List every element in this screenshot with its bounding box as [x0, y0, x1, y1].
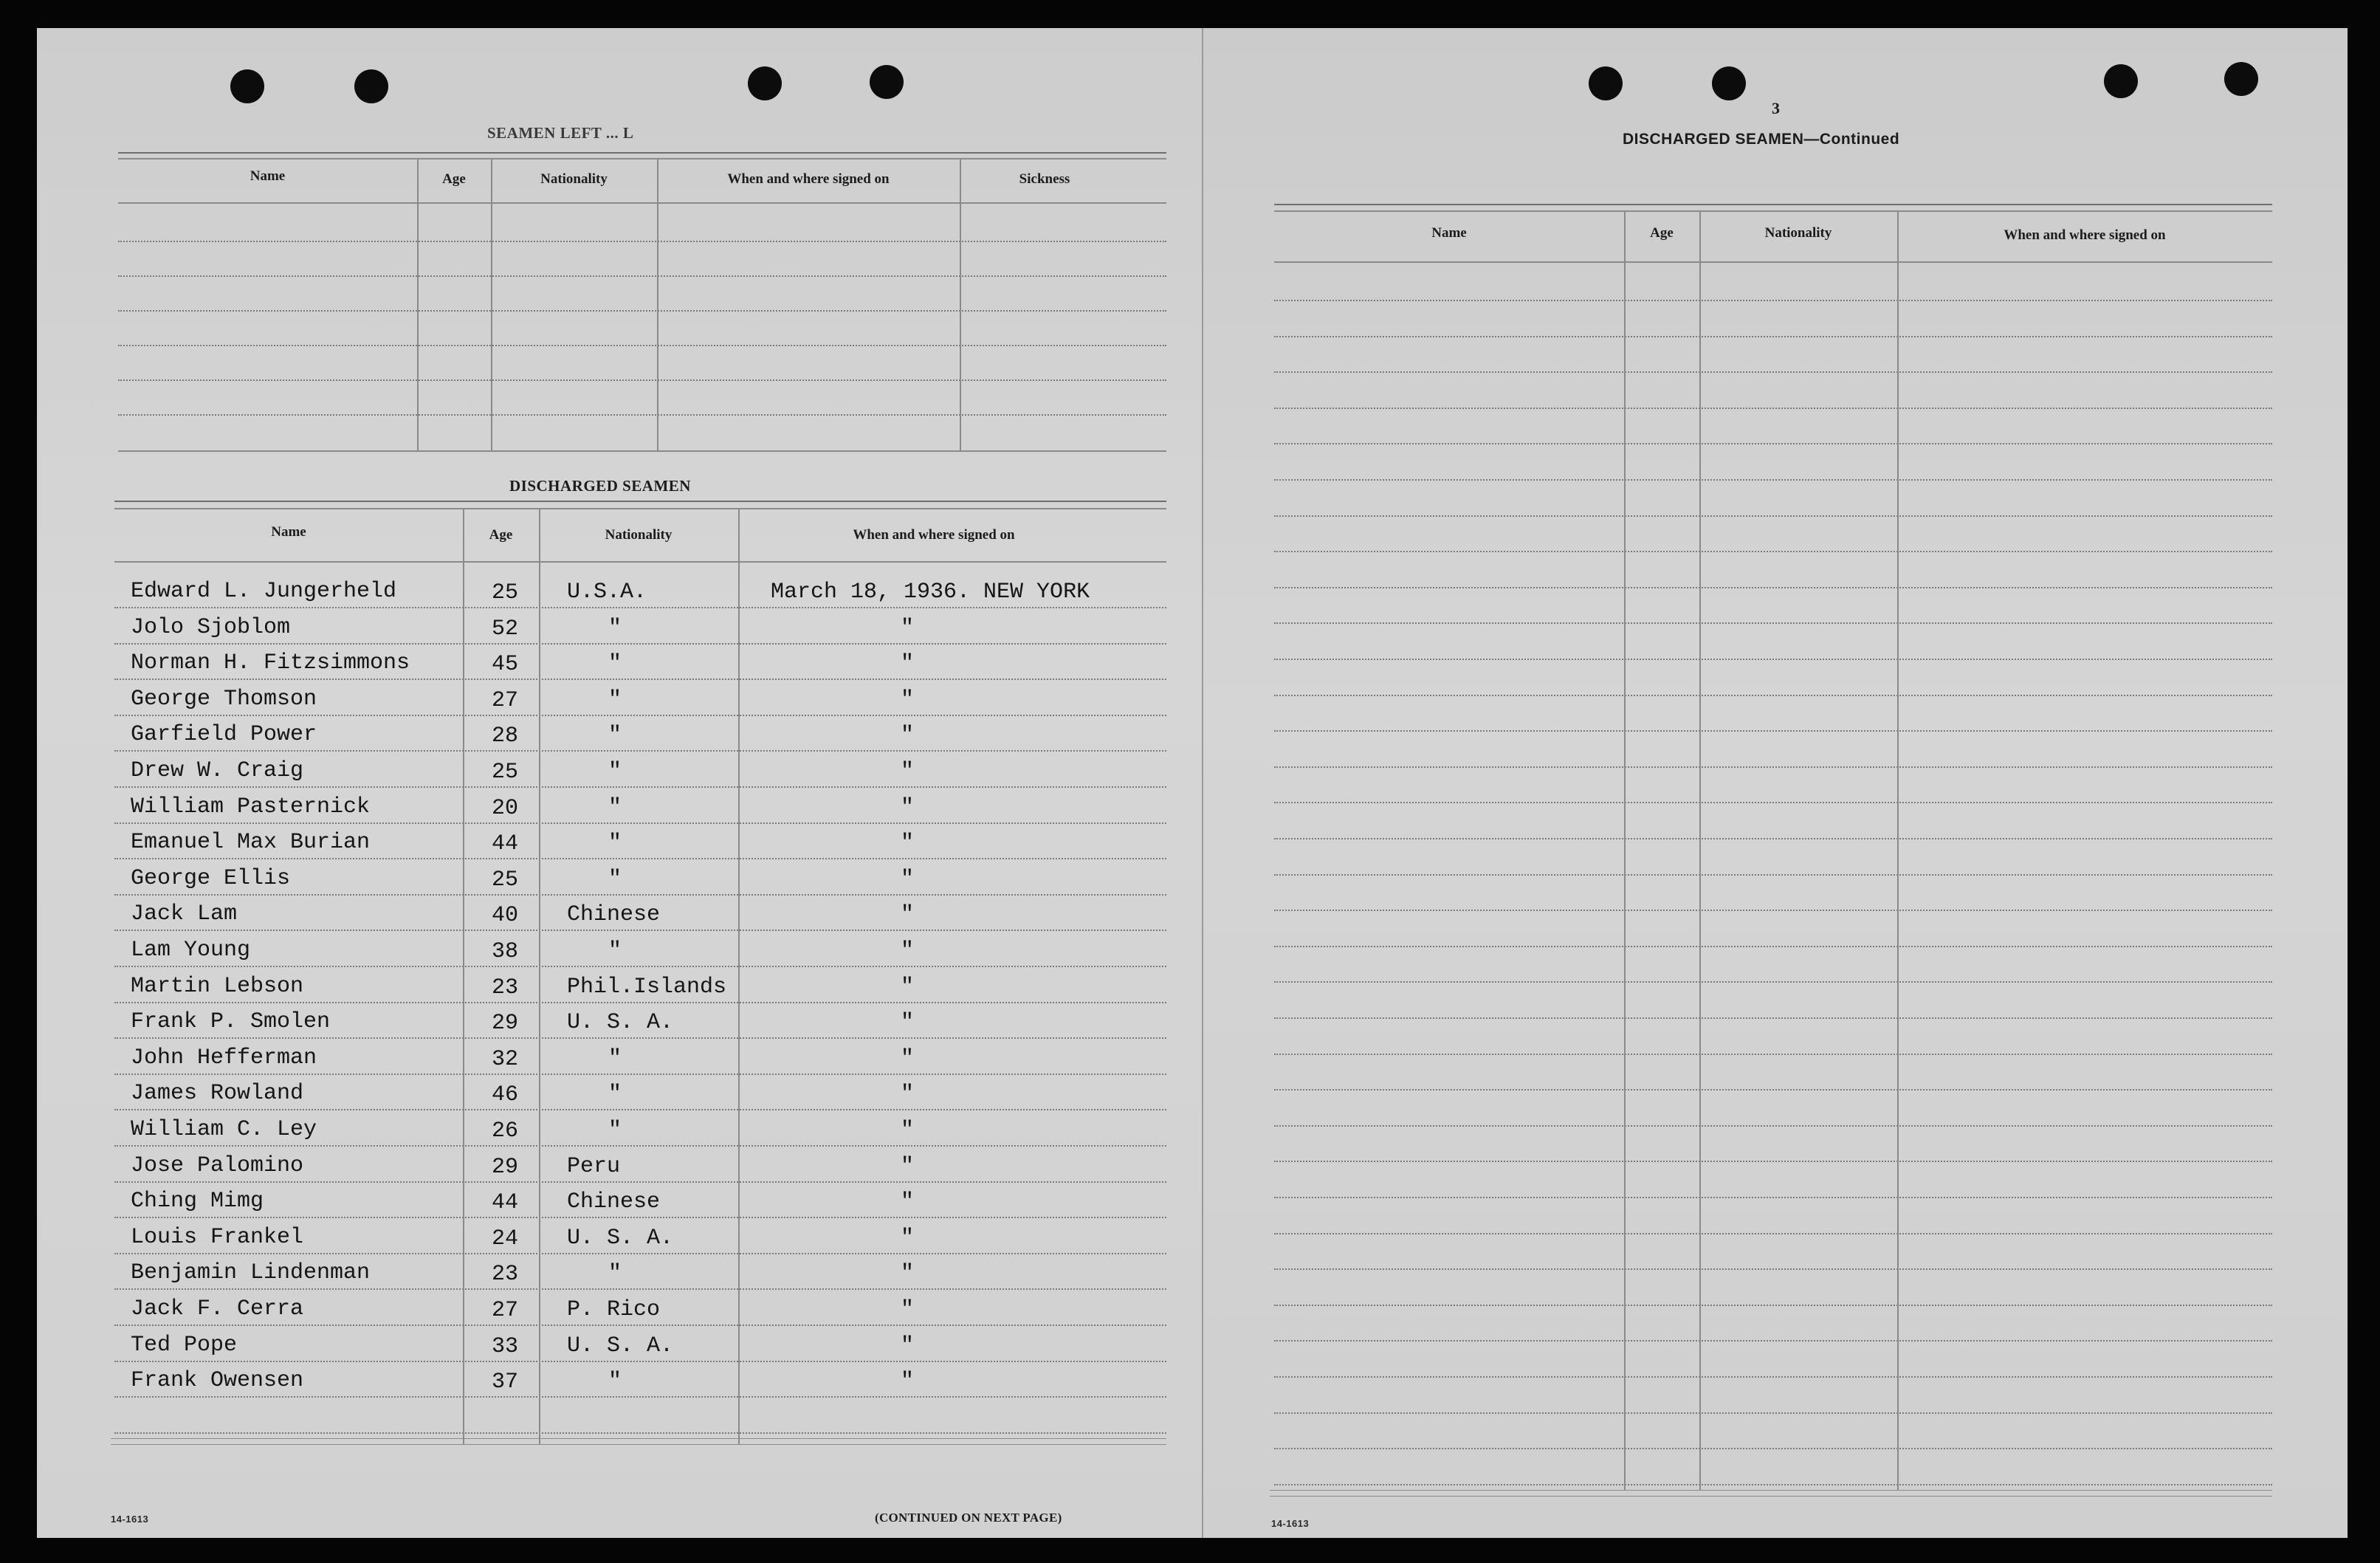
seaman-name: John Hefferman [131, 1045, 317, 1071]
seaman-signed-on: " [901, 651, 915, 677]
punch-hole [2224, 62, 2258, 96]
seaman-nationality: " [608, 866, 622, 892]
row-line [114, 858, 1166, 859]
seaman-age: 29 [492, 1011, 519, 1037]
table-row [37, 1328, 1166, 1364]
seaman-age: 27 [492, 1298, 519, 1323]
seaman-age: 23 [492, 1262, 519, 1288]
form-number: 14-1613 [1271, 1518, 1310, 1529]
table-row [37, 933, 1166, 969]
column-divider [491, 159, 492, 451]
column-header: Age [1650, 225, 1674, 241]
seaman-nationality: " [608, 651, 622, 677]
column-divider [417, 159, 419, 451]
table-row [37, 754, 1166, 790]
rule [1270, 1496, 2272, 1497]
empty-row-line [1274, 1340, 2272, 1342]
rule [1274, 210, 2272, 212]
column-header: When and where signed on [727, 171, 890, 187]
seaman-signed-on: " [901, 1261, 915, 1287]
column-divider [539, 509, 540, 1444]
punch-hole [1712, 66, 1746, 100]
seaman-nationality: " [608, 794, 622, 820]
seaman-name: Jack F. Cerra [131, 1296, 304, 1322]
empty-row-line [1274, 1017, 2272, 1019]
table-row [37, 718, 1166, 754]
table-row [37, 790, 1166, 826]
punch-hole [354, 69, 388, 103]
empty-row-line [1274, 802, 2272, 803]
empty-row-line [1274, 1161, 2272, 1162]
seaman-name: Jolo Sjoblom [131, 614, 291, 640]
seaman-nationality: Chinese [567, 902, 661, 928]
seaman-age: 44 [492, 1190, 519, 1216]
seaman-name: Lam Young [131, 938, 251, 963]
seaman-signed-on: " [901, 1189, 915, 1215]
rule [118, 152, 1166, 154]
punch-hole [870, 65, 904, 99]
empty-row-line [1274, 1448, 2272, 1449]
rule [111, 1444, 1166, 1446]
row-line [114, 822, 1166, 824]
table-row [37, 1364, 1166, 1400]
seaman-age: 32 [492, 1046, 519, 1072]
row-line [114, 1074, 1166, 1075]
seaman-nationality: " [608, 759, 622, 784]
seaman-signed-on: " [901, 1297, 915, 1322]
column-divider [1699, 212, 1701, 1490]
seaman-name: Benjamin Lindenman [131, 1260, 371, 1286]
table-row [37, 1220, 1166, 1257]
column-header: Nationality [605, 527, 673, 543]
empty-row-line [1274, 408, 2272, 409]
row-line [114, 1253, 1166, 1254]
empty-row-line [1274, 981, 2272, 983]
continued-note: (CONTINUED ON NEXT PAGE) [875, 1511, 1062, 1525]
seaman-signed-on: " [901, 1153, 915, 1179]
seaman-nationality: Peru [567, 1153, 621, 1179]
seaman-signed-on: " [901, 902, 915, 928]
seaman-signed-on: " [901, 866, 915, 892]
seaman-age: 44 [492, 831, 519, 857]
seaman-signed-on: " [901, 1010, 915, 1036]
seaman-nationality: Phil.Islands [567, 974, 727, 1000]
seaman-nationality: " [608, 1045, 622, 1071]
seaman-age: 45 [492, 652, 519, 678]
table-row [37, 862, 1166, 898]
column-header: Name [271, 524, 306, 540]
rule [114, 508, 1166, 509]
row-line [114, 679, 1166, 680]
seaman-name: Edward L. Jungerheld [131, 579, 397, 604]
row-line [114, 1288, 1166, 1290]
punch-hole [748, 66, 782, 100]
empty-row-line [1274, 1197, 2272, 1198]
table-row [37, 1076, 1166, 1113]
seaman-name: Louis Frankel [131, 1224, 304, 1250]
row-line [114, 1217, 1166, 1218]
seaman-signed-on: " [901, 1369, 915, 1395]
seaman-name: Garfield Power [131, 722, 317, 748]
seaman-name: Jose Palomino [131, 1153, 304, 1178]
rule [118, 158, 1166, 159]
seaman-signed-on: March 18, 1936. NEW YORK [771, 580, 1090, 605]
table-row [37, 682, 1166, 718]
seaman-name: Ted Pope [131, 1332, 238, 1358]
column-divider [657, 159, 658, 451]
empty-row-line [118, 241, 1166, 242]
table-row [37, 1041, 1166, 1077]
seaman-signed-on: " [901, 687, 915, 712]
seaman-nationality: U. S. A. [567, 1010, 674, 1036]
seaman-name: Ching Mimg [131, 1189, 264, 1215]
empty-row-line [1274, 1484, 2272, 1485]
seaman-nationality: " [608, 615, 622, 641]
table-row [37, 646, 1166, 682]
seaman-age: 23 [492, 975, 519, 1000]
column-header: When and where signed on [2004, 227, 2166, 243]
column-divider [463, 509, 464, 1444]
seaman-signed-on: " [901, 1118, 915, 1143]
empty-row-line [1274, 587, 2272, 588]
seaman-nationality: U.S.A. [567, 580, 647, 605]
row-line [114, 1181, 1166, 1183]
column-header: Name [250, 168, 286, 184]
empty-row-line [1274, 1233, 2272, 1234]
seaman-age: 33 [492, 1333, 519, 1359]
row-line [114, 750, 1166, 752]
seaman-name: William C. Ley [131, 1117, 317, 1142]
table-row [37, 1113, 1166, 1149]
empty-row-line [1274, 730, 2272, 732]
seaman-name: Jack Lam [131, 901, 238, 927]
rule [114, 501, 1166, 502]
row-line [114, 715, 1166, 716]
seaman-age: 20 [492, 795, 519, 821]
table-row [37, 969, 1166, 1006]
row-line [114, 1325, 1166, 1326]
column-divider [960, 159, 961, 451]
seaman-age: 40 [492, 903, 519, 929]
seaman-age: 26 [492, 1119, 519, 1144]
page-number: 3 [1772, 99, 1781, 117]
seaman-name: George Ellis [131, 865, 291, 891]
empty-row-line [114, 1432, 1166, 1434]
empty-row-line [1274, 622, 2272, 624]
empty-row-line [1274, 479, 2272, 481]
rule [114, 561, 1166, 563]
rule [118, 450, 1166, 452]
seaman-name: Norman H. Fitzsimmons [131, 650, 410, 676]
row-line [114, 1396, 1166, 1398]
seaman-name: Martin Lebson [131, 973, 304, 999]
empty-row-line [1274, 515, 2272, 517]
empty-row-line [1274, 1412, 2272, 1414]
rule [1274, 204, 2272, 205]
table-row [37, 1256, 1166, 1292]
form-number: 14-1613 [111, 1514, 149, 1525]
seaman-age: 27 [492, 687, 519, 713]
column-header: Sickness [1019, 171, 1070, 187]
seaman-signed-on: " [901, 1225, 915, 1251]
seaman-signed-on: " [901, 938, 915, 963]
seaman-signed-on: " [901, 1082, 915, 1107]
empty-row-line [1274, 695, 2272, 696]
empty-row-line [1274, 838, 2272, 839]
rule [1274, 261, 2272, 263]
column-header: Nationality [540, 171, 608, 187]
discharged-seamen-title: DISCHARGED SEAMEN [509, 477, 691, 495]
seaman-age: 29 [492, 1154, 519, 1180]
seaman-name: Drew W. Craig [131, 758, 304, 783]
left-page [37, 28, 1203, 1538]
row-line [114, 930, 1166, 931]
table-row [37, 1149, 1166, 1185]
right-page [1203, 28, 2348, 1538]
discharged-continued-title: DISCHARGED SEAMEN—Continued [1623, 131, 1900, 148]
empty-row-line [1274, 443, 2272, 444]
seaman-nationality: U. S. A. [567, 1225, 674, 1251]
seaman-nationality: " [608, 1082, 622, 1107]
seaman-signed-on: " [901, 831, 915, 856]
empty-row-line [1274, 874, 2272, 876]
table-row [37, 611, 1166, 647]
row-line [114, 1109, 1166, 1110]
table-row [37, 897, 1166, 933]
row-line [114, 966, 1166, 967]
column-divider [738, 509, 740, 1444]
empty-row-line [1274, 1268, 2272, 1270]
column-divider [1897, 212, 1899, 1490]
row-line [114, 1361, 1166, 1362]
seaman-signed-on: " [901, 1333, 915, 1358]
seaman-signed-on: " [901, 723, 915, 749]
empty-row-line [1274, 946, 2272, 947]
empty-row-line [118, 275, 1166, 277]
seaman-age: 25 [492, 760, 519, 785]
table-row [37, 1005, 1166, 1041]
punch-hole [2104, 64, 2138, 98]
punch-hole [1589, 66, 1623, 100]
empty-row-line [1274, 1089, 2272, 1090]
seaman-age: 25 [492, 867, 519, 893]
empty-row-line [118, 310, 1166, 312]
punch-hole [230, 69, 264, 103]
empty-row-line [1274, 551, 2272, 552]
empty-row-line [1274, 1125, 2272, 1127]
seaman-signed-on: " [901, 759, 915, 784]
table-row [37, 574, 1166, 611]
column-header: Age [489, 527, 513, 543]
seaman-name: James Rowland [131, 1081, 304, 1107]
seaman-age: 46 [492, 1082, 519, 1108]
table-row [37, 1292, 1166, 1328]
column-header: Name [1431, 225, 1467, 241]
seaman-name: William Pasternick [131, 794, 371, 820]
seaman-age: 38 [492, 939, 519, 964]
seaman-nationality: " [608, 1369, 622, 1395]
empty-row-line [1274, 766, 2272, 768]
seaman-name: George Thomson [131, 686, 317, 712]
row-line [114, 1037, 1166, 1039]
table-row [37, 825, 1166, 862]
seaman-signed-on: " [901, 615, 915, 641]
seaman-nationality: P. Rico [567, 1297, 661, 1322]
row-line [114, 643, 1166, 645]
seaman-name: Frank Owensen [131, 1368, 304, 1394]
seaman-age: 25 [492, 580, 519, 605]
empty-row-line [118, 414, 1166, 416]
empty-row-line [1274, 371, 2272, 373]
table-row [37, 1184, 1166, 1220]
empty-row-line [1274, 300, 2272, 301]
empty-row-line [1274, 1376, 2272, 1378]
empty-row-line [118, 379, 1166, 381]
row-line [114, 1002, 1166, 1003]
seaman-age: 28 [492, 724, 519, 749]
empty-row-line [1274, 1305, 2272, 1306]
rule [118, 202, 1166, 204]
row-line [114, 786, 1166, 788]
seaman-signed-on: " [901, 1045, 915, 1071]
seaman-name: Emanuel Max Burian [131, 830, 371, 856]
seaman-nationality: U. S. A. [567, 1333, 674, 1358]
row-line [114, 1145, 1166, 1147]
empty-row-line [118, 345, 1166, 346]
column-header: When and where signed on [853, 527, 1015, 543]
seaman-nationality: Chinese [567, 1189, 661, 1215]
row-line [114, 894, 1166, 896]
seaman-nationality: " [608, 1118, 622, 1143]
seaman-nationality: " [608, 831, 622, 856]
seaman-nationality: " [608, 1261, 622, 1287]
rule [1270, 1490, 2272, 1491]
seaman-signed-on: " [901, 974, 915, 1000]
empty-row-line [1274, 1054, 2272, 1055]
seaman-age: 24 [492, 1226, 519, 1251]
seaman-age: 52 [492, 616, 519, 642]
seaman-nationality: " [608, 687, 622, 712]
column-header: Age [442, 171, 466, 187]
empty-row-line [1274, 910, 2272, 911]
seaman-age: 37 [492, 1370, 519, 1395]
rule [111, 1438, 1166, 1440]
seaman-nationality: " [608, 938, 622, 963]
seaman-nationality: " [608, 723, 622, 749]
seamen-left-header: SEAMEN LEFT ... L [487, 124, 634, 142]
seaman-name: Frank P. Smolen [131, 1009, 331, 1035]
row-line [114, 607, 1166, 608]
column-header: Nationality [1764, 225, 1832, 241]
empty-row-line [1274, 336, 2272, 337]
seaman-signed-on: " [901, 794, 915, 820]
column-divider [1624, 212, 1626, 1490]
empty-row-line [1274, 659, 2272, 660]
